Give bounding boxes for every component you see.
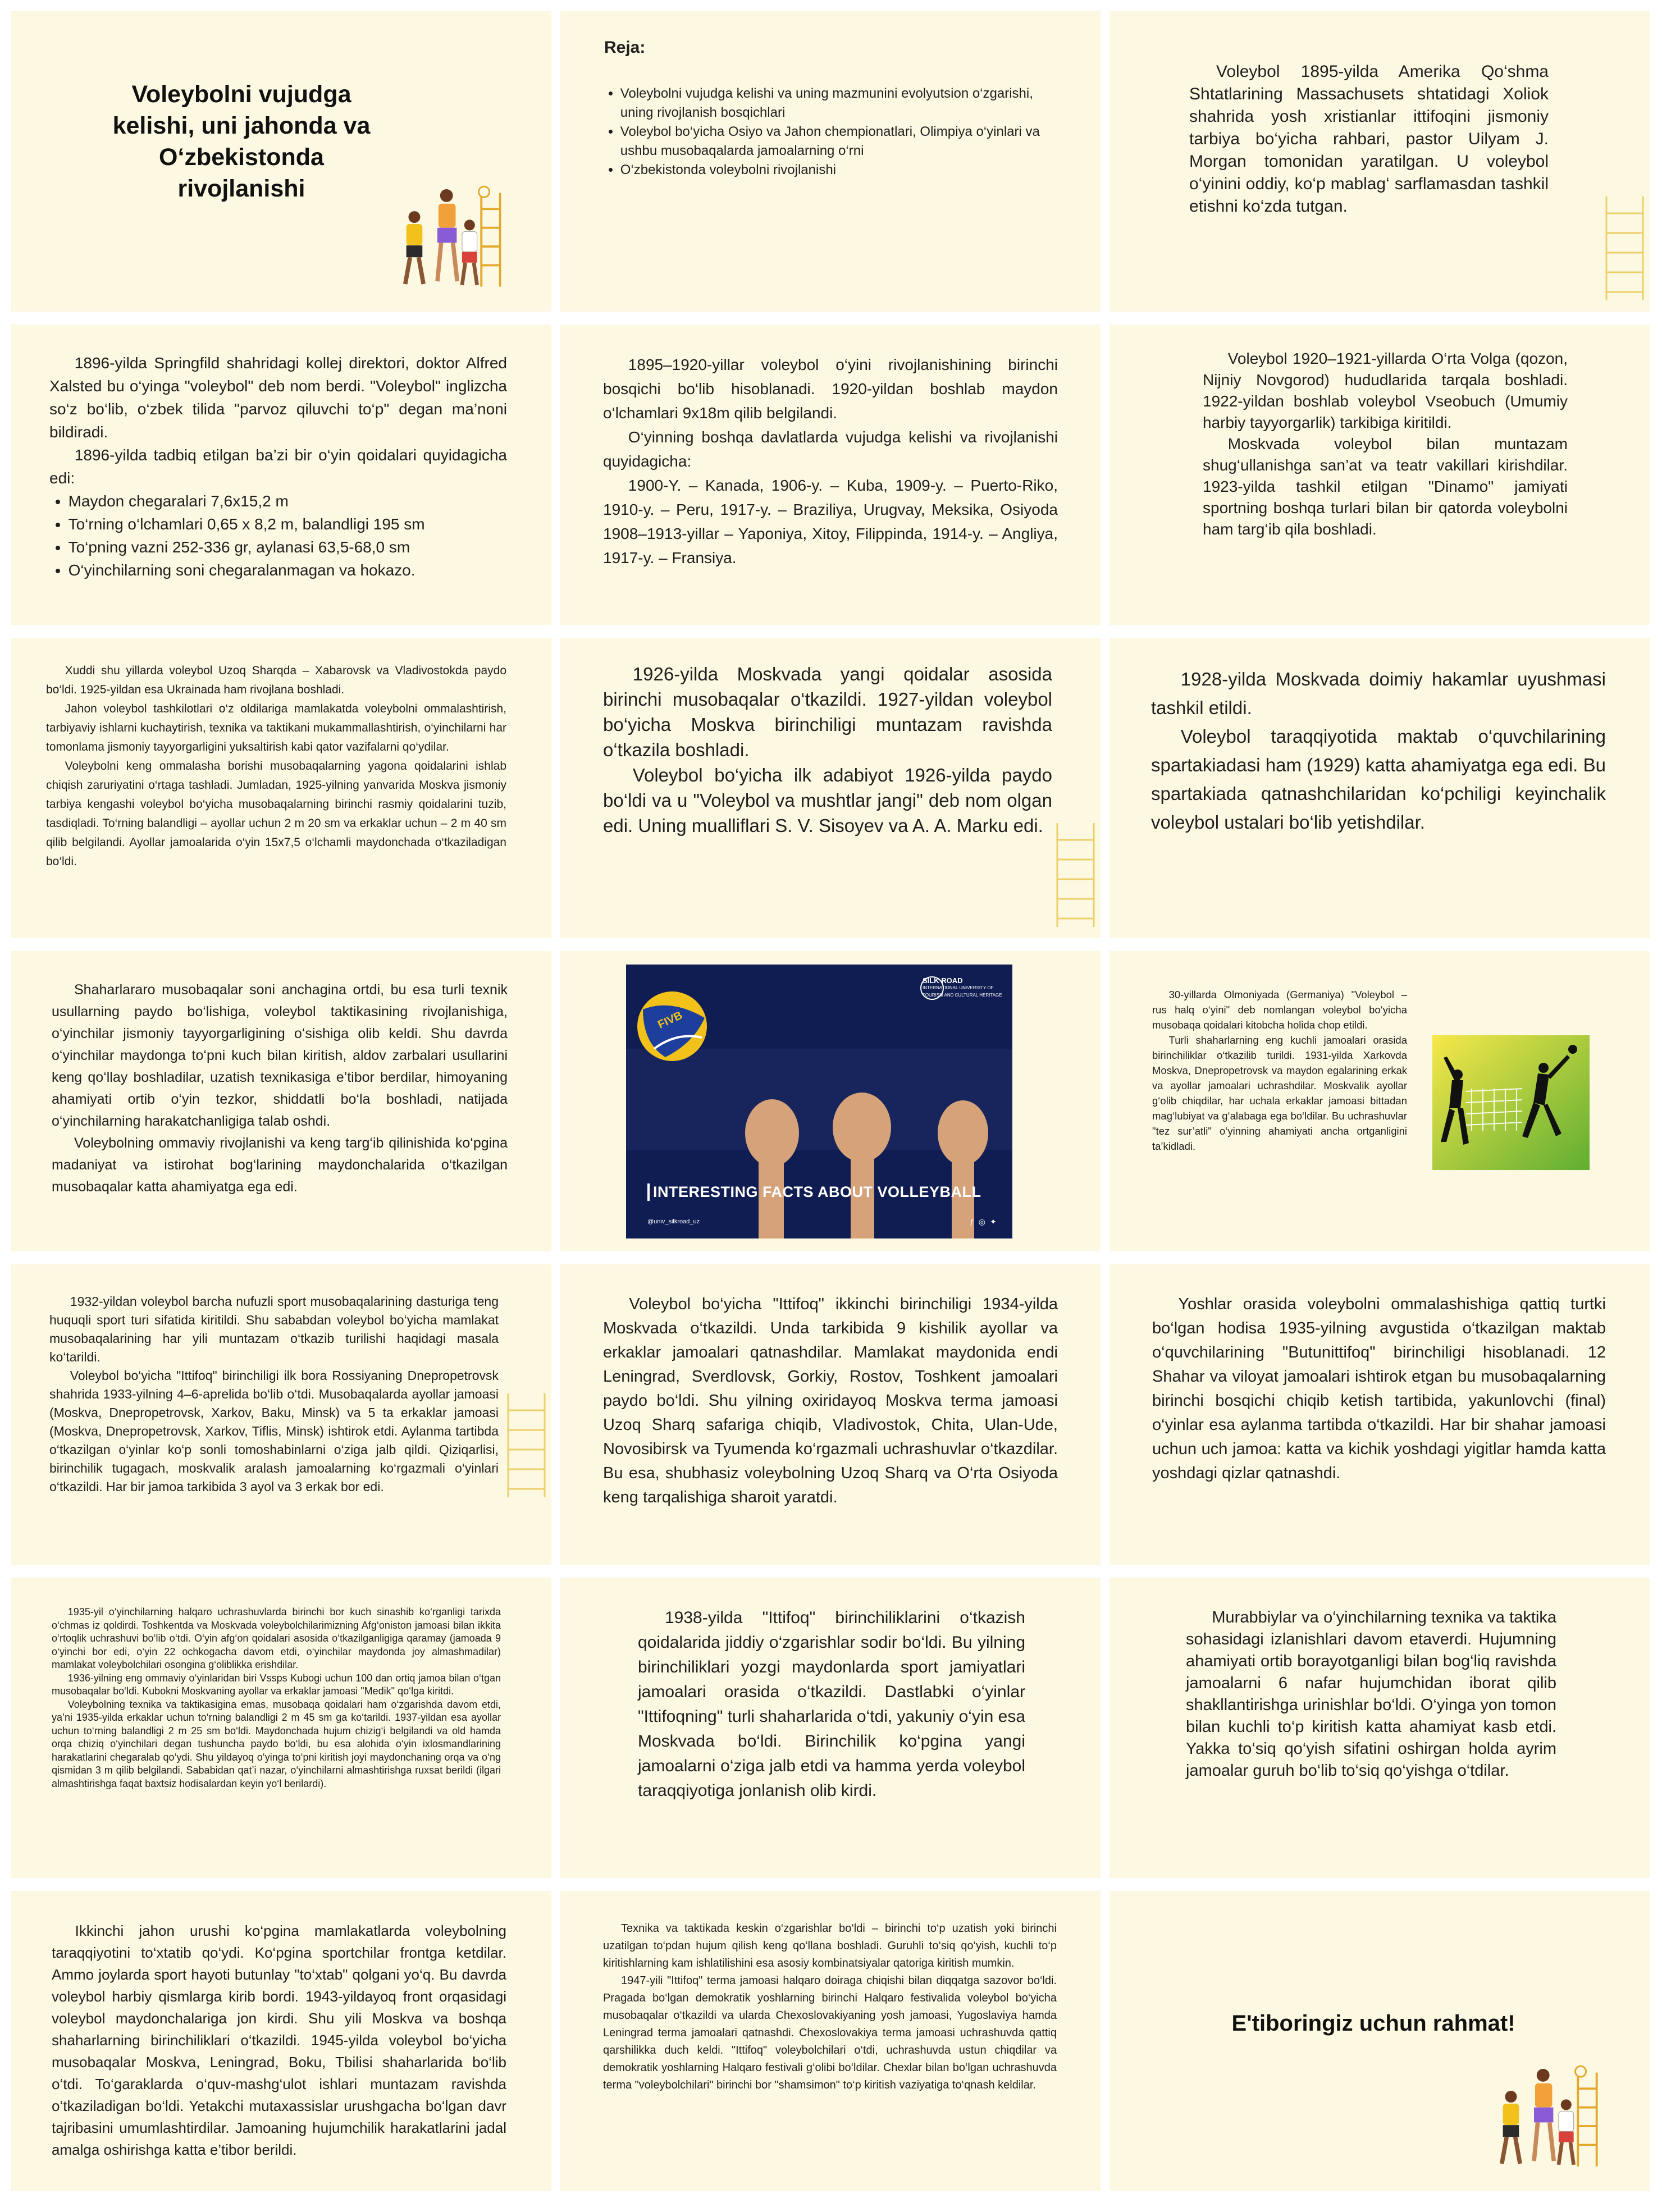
rules-list [49,490,507,582]
paragraph: Voleybolning texnika va taktikasigina emas, musobaqa qoidalari ham o‘zgarishda davom etdi, ya’ni 1935-yilda erkaklar uchun to‘rning balandligi 2 m 45 sm ga ko‘tarildi. 1937-yildan esa ayollar uchun to‘rning balandligi 2 m 25 sm bo‘ldi. Maydonchada hujum chizig‘i belgilandi va old hamda orqa chiziq o‘yinchilari degan tushuncha paydo bo‘ldi, bu esa alohida o‘yin ixlosmandlarining harakatlarini chegaralab qo‘ydi. Shu yildayoq o‘yinga to‘pni kiritish joyi maydonchaning orqa va o‘ng qismidan 3 m qilib belgilandi. Sababidan qat’i nazar, o‘yinchilarni almashtirishga ruxsat berildi (ilgari almashtirishga faqat baxtsiz hodisalardan keyin yo‘l berilardi). [52,1698,501,1789]
slide-germany [1109,951,1650,1251]
paragraph: Moskvada voleybol bilan muntazam shug‘ullanishga san’at va teatr vakillari kirishdilar. 1923-yilda tashkil etilgan "Dinamo" jamiyati sportning boshqa turlari bilan bir qatorda voleybolni ham targ‘ib qila boshladi. [1203,435,1568,538]
paragraph: Texnika va taktikada keskin o‘zgarishlar bo‘ldi – birinchi to‘p uzatish yoki birinchi uzatilgan to‘pdan hujum qilish keng qo‘llana boshladi. Guruhli to‘siq qo‘yish, kuchli to‘p kiritishlarning kam ishlatilishini esa asosiy kombinatsiyalar qatoriga kiritish mumkin. [603,1922,1057,1969]
slide-1932 [11,1264,551,1565]
logo-line: INTERNATIONAL UNIVERSITY OF [923,985,994,990]
ladder-decoration [1598,180,1649,303]
paragraph: Jahon voleybol tashkilotlari o‘z oldilariga mamlakatda voleybolni ommalashtirish, tarbiyaviy ishlarni kuchaytirish, texnika va taktikani mukammallashtirish, o‘yinchilarni har tomonlama jismoniy tayyorgarligini yuksaltirish kabi qator vazifalarni qo‘ydilar. [46,702,506,753]
slide-far-east [11,638,551,938]
slide-tactics [1109,1578,1650,1878]
text-block [52,1606,501,1790]
paragraph: Shaharlararo musobaqalar soni anchagina ortdi, bu esa turli texnik usullarning paydo bo‘lishiga, voleybol taktikasining rivojlanishiga, o‘yinchilar jismoniy tayyorgarligining o‘sishiga olib keldi. Shu davrda o‘yinchilar maydonga to‘pni kuch bilan kiritish, aldov zarbalari usullarini keng qo‘llay boshladilar, uzatish texnikasiga e’tibor berdilar, himoyaning ahamiyati ortib o‘yin tezkor, shiddatli bo‘la boshladi, natijada o‘yinchilarning harakatchanligiga talab oshdi. [52,982,508,1129]
text-block [1203,348,1568,540]
plan-heading: Reja: [604,38,646,57]
paragraph: Murabbiylar va o‘yinchilarning texnika va taktika sohasidagi izlanishlari davom etaverdi. Hujumning ahamiyati ortib borayotganligi bilan bog‘liq ravishda jamoalarni 6 nafar hujumchidan iborat qilib shakllantirishga urinishlar bo‘ldi. O‘yinga yon tomon bilan kuchli to‘p kiritish katta ahamiyat kasb etdi. Yakka to‘siq qo‘yish sifatini oshirgan holda ayrim jamoalar guruh bo‘lib to‘siq qo‘yishga o‘tdilar. [1186,1608,1556,1780]
rule-item: • O‘yinchilarning soni chegaralanmagan va hokazo. [69,559,507,582]
text-block [603,1292,1058,1510]
paragraph: 1935-yil o‘yinchilarning halqaro uchrashuvlarda birinchi bor kuch sinashib ko‘rganligi tarixda o‘chmas iz qoldirdi. Toshkentda va Moskvada voleybolchilarimizning Afg‘oniston jamoasi bilan ikkita o‘rtoqlik uchrashuvi bo‘lib o‘tdi. O‘yin afg‘on qoidalari asosida o‘tkazilganligiga qaramay (jamoada 9 o‘yinchi bor edi, o‘yin 22 ochkogacha davom etdi, o‘yinchilar maydonda joy almashmadilar) mamlakat voleybolchilari osongina g‘oliblikka erishdilar. [52,1606,501,1670]
ladder-decoration [1049,806,1099,930]
ball-label: FIVB [656,1009,684,1031]
text-block [1151,665,1606,837]
text-block [52,979,508,1198]
paragraph: Xuddi shu yillarda voleybol Uzoq Sharqda – Xabarovsk va Vladivostokda paydo bo‘ldi. 1925-yildan esa Ukrainada ham rivojlana boshladi. [46,664,506,696]
paragraph: Voleybol bo‘yicha "Ittifoq" birinchiligi ilk bora Rossiyaning Dnepropetrovsk shahrida 1933-yilning 4–6-aprelida bo‘lib o‘tdi. Musobaqalarda ayollar jamoasi (Moskva, Dnepropetrovsk, Xarkov, Baku, Minsk) va 5 ta erkaklar jamoasi (Moskva, Dnepropetrovsk, Xarkov, Tiflis, Minsk) ishtirok etdi. Aylanma tartibda o‘tkazilgan o‘yinlar ko‘p sonli tomoshabinlarni o‘ziga jalb qildi. Qiziqarlisi, birinchilik tugagach, moskvalik aralash jamoalarning ko‘rgazmali o‘yinlari o‘tkazildi. Har bir jamoa tarkibida 3 ayol va 3 erkak bor edi. [49,1368,499,1494]
slide-1935-international [11,1578,551,1878]
paragraph: 1896-yilda Springfild shahridagi kollej direktori, doktor Alfred Xalsted bu o‘yinga "voleybol" deb nom berdi. "Voleybol" inglizcha so‘z bo‘lib, o‘zbek tilida "parvoz qiluvchi to‘p" degan ma’noni bildiradi. [49,354,507,441]
slide-referees [1109,638,1650,938]
rule-item: • To‘rning o‘lchamlari 0,65 x 8,2 m, balandligi 195 sm [69,513,507,536]
paragraph: 1900-Y. – Kanada, 1906-y. – Kuba, 1909-y. – Puerto-Riko, 1910-y. – Peru, 1917-y. – Braziliya, Urugvay, Meksika, Osiyoda 1908–1913-yillar – Yaponiya, Xitoy, Filippinda, 1914-y. – Angliya, 1917-y. – Fransiya. [603,477,1058,566]
ladder-decoration [500,1377,550,1500]
slide-image [560,951,1101,1251]
paragraph: 1926-yilda Moskvada yangi qoidalar asosida birinchi musobaqalar o‘tkazildi. 1927-yildan voleybol bo‘yicha Moskva birinchiligi muntazam ravishda o‘tkazila boshladi. [603,664,1052,760]
poster-banner: INTERESTING FACTS ABOUT VOLLEYBALL [647,1183,981,1201]
slide-1935-youth [1109,1264,1650,1565]
thanks-title: E'tiboringiz uchun rahmat! [1231,2011,1515,2036]
paragraph: 1938-yilda "Ittifoq" birinchiliklarini o‘tkazish qoidalarida jiddiy o‘zgarishlar sodir bo‘ldi. Bu yilning birinchiliklari yozgi maydonlarda sport jamiyatlari jamoalari orasida o‘tkazildi. Dastlabki o‘yinlar "Ittifoqning" turli shaharlarida o‘tdi, yakuniy o‘yin esa Moskvada bo‘ldi. Birinchilik ko‘pgina yangi jamoalarni o‘ziga jalb etdi va hamma yerda voleybol taraqqiyotiga jonlanish olib kirdi. [638,1608,1025,1800]
logo-line: SILK ROAD [923,976,963,985]
paragraph: Voleybolni keng ommalasha borishi musobaqalarning yagona qoidalarini ishlab chiqish zaruriyatini o‘rtaga tashladi. Jumladan, 1925-yilning yanvarida Moskva jismoniy tarbiya kengashi voleybol bo‘yicha musobaqalarning birinchi rasmiy qoidalarini tuzib, tasdiqladi. To‘rning balandligi – ayollar uchun 2 m 20 sm va erkaklar uchun – 2 m 40 sm qilib belgilandi. Ayollar jamoalarida o‘yin 15x7,5 o‘lchamli maydonchada o‘tkaziladigan bo‘ldi. [46,760,506,868]
slide-origin [1109,11,1650,312]
paragraph: Voleybol bo‘yicha "Ittifoq" ikkinchi birinchiligi 1934-yilda Moskvada o‘tkazildi. Unda tarkibida 9 kishilik ayollar va erkaklar jamoalari qatnashdilar. Mamlakat maydonida endi Leningrad, Sverdlovsk, Gorkiy, Rostov, Toshkent jamoalari paydo bo‘ldi. Shu yilning oxiridayoq Moskva terma jamoasi Uzoq Sharq safariga chiqib, Vladivostok, Chita, Ulan-Ude, Novosibirsk va Tyumenda ko‘rgazmali uchrashuvlar o‘tkazdilar. Bu esa, shubhasiz voleybolning Uzoq Sharq va O‘rta Osiyoda keng tarqalishiga sharoit yaratdi. [603,1295,1058,1506]
text-block [49,351,507,582]
logo-line: TOURISM AND CULTURAL HERITAGE [923,993,1002,998]
text-block [638,1606,1025,1803]
poster-handle: @univ_silkroad_uz [647,1218,700,1225]
rule-item: • To‘pning vazni 252-336 gr, aylanasi 63,5-68,0 sm [69,536,507,559]
text-block [52,1920,506,2161]
slide-plan [560,11,1101,312]
text-block [1189,61,1549,218]
slide-intercity [11,951,551,1251]
slide-1938 [560,1578,1101,1878]
text-block [603,661,1052,838]
text-block [46,661,506,871]
paragraph: Voleybolning ommaviy rivojlanishi va keng targ‘ib qilinishida ko‘pgina madaniyat va istirohat bog‘larining maydonchalarida o‘tkazilgan musobaqalar katta ahamiyatga ega edi. [52,1135,508,1195]
paragraph: Ikkinchi jahon urushi ko‘pgina mamlakatlarda voleybolning taraqqiyotini to‘xtatib qo‘ydi. Ko‘pgina sportchilar frontga ketdilar. Ammo joylarda sport hayoti butunlay "to‘xtab" qolgani yo‘q. Bu davrda voleybol harbiy qismlarga kirib bordi. 1943-yildayoq front orqasidagi voleybol maydonchalariga jon kirdi. Shu yili Moskva va boshqa shaharlarning birinchiliklari o‘tkazildi. 1945-yilda voleybol bo‘yicha musobaqalar Moskva, Leningrad, Boku, Tbilisi shaharlarida bo‘lib o‘tdi. To‘garaklarda o‘quv-mashg‘ulot ishlari muntazam ravishda o‘tkaziladigan bo‘ldi. Yetakchi mutaxassislar urushgacha bo‘lgan davr tajribasini umumlashtirdilar. Jamoaning hujumchilik harakatlarini jadal amalga oshirishga katta e’tibor berildi. [52,1922,506,2158]
paragraph: 1895–1920-yillar voleybol o‘yini rivojlanishining birinchi bosqichi bo‘lib hisoblanadi. 1920-yildan boshlab maydon o‘lchamlari 9x18m qilib belgilandi. [603,356,1058,422]
logo-text [923,977,1002,999]
slide-first-competitions [560,638,1101,938]
paragraph: Turli shaharlarning eng kuchli jamoalari orasida birinchiliklar o‘tkazilib turildi. 1931-yilda Xarkovda Moskva, Dnepropetrovsk va maydon egalarining erkak va ayollar jamoalari uchrashdilar. Moskvalik ayollar g‘olib chiqdilar, har uchala erkaklar jamoasi bittadan mag‘lubiyat va g‘alabaga ega bo‘ldilar. Bu uchrashuvlar "tez sur’atli" o‘yinning ahamiyati ancha ortganligini ta’kidladi. [1152,1034,1407,1152]
paragraph: 1928-yilda Moskvada doimiy hakamlar uyushmasi tashkil etildi. [1151,669,1606,718]
paragraph: 30-yillarda Olmoniyada (Germaniya) "Voleybol – rus halq o‘yini" deb nomlangan voleybol bo‘yicha musobaqa qoidalari kitobcha holida chop etildi. [1152,989,1407,1031]
players-illustration [390,180,508,292]
slide-volga [1109,325,1650,625]
slide-title [11,11,551,312]
slide-1947 [560,1891,1101,2191]
slide-spread [560,325,1101,625]
plan-item: • O‘zbekistonda voleybolni rivojlanishi [620,161,1042,180]
text-block [1152,1292,1606,1486]
paragraph: Yoshlar orasida voleybolni ommalashishiga qattiq turtki bo‘lgan hodisa 1935-yilning avgustida o‘tkazilgan maktab o‘quvchilarining "Butunittifoq" birinchiligi hisoblanadi. 12 Shahar va viloyat jamoalari ishtirok etgan bu musobaqalarning birinchi bosqichi chiqib ketish tartibida, yakunlovchi (final) o‘yinlar esa aylanma tartibda o‘tkazildi. Har bir shahar jamoasi uchun uch jamoa: katta va kichik yoshdagi yigitlar hamda katta yoshdagi qizlar qatnashdi. [1152,1295,1606,1482]
plan-list [604,84,1042,180]
text-block [49,1292,499,1496]
paragraph: 1947-yili "Ittifoq" terma jamoasi halqaro doiraga chiqishi bilan diqqatga sazovor bo‘ldi. Pragada bo‘lgan demokratik yoshlarning birinchi Halqaro festivalida voleybol bo‘yicha musobaqalar o‘tkazildi va ularda Chexoslovakiyaning yosh jamoasi, Yugoslaviya hamda Leningrad terma jamoalari qatnashdi. Chexoslovakiya terma jamoasi uchrashuvda qattiq qarshilikka duch keldi. "Ittifoq" voleybolchilari o‘tdi, uchrashuvda ustun chiqdilar va demokratik yoshlarning Halqaro festivali g‘olibi bo‘ldilar. Chexlar bilan bo‘lgan uchrashuvda terma "voleybolchilari" birinchi bor "shamsimon" to‘p kiritish vaziyatiga to‘qnash keldilar. [603,1975,1057,2091]
presentation-title: Voleybolni vujudga kelishi, uni jahonda va O‘zbekistonda rivojlanishi [112,81,371,202]
paragraph: O‘yinning boshqa davlatlarda vujudga kelishi va rivojlanishi quyidagicha: [603,428,1058,470]
slide-1934 [560,1264,1101,1565]
players-illustration [1487,2059,1605,2172]
paragraph: Voleybol 1895-yilda Amerika Qo‘shma Shtatlarining Massachusets shtatidagi Xoliok shahrida yosh xristianlar ittifoqini jismoniy tarbiya bo‘yicha rahbari, pastor Uilyam J. Morgan tomonidan yaratilgan. U voleybol o‘yinini oddiy, ko‘p mablag‘ sarflamasdan tashkil etishni ko‘zda tutgan. [1189,62,1549,216]
plan-item: • Voleybolni vujudga kelishi va uning mazmunini evolyutsion o‘zgarishi, uning rivojlanish bosqichlari [620,84,1042,122]
text-block [603,1920,1057,2094]
paragraph: 1896-yilda tadbiq etilgan ba’zi bir o‘yin qoidalari quyidagicha edi: [49,446,507,487]
volleyball-player-illustration [1432,1035,1590,1170]
slide-thanks [1109,1891,1650,2191]
paragraph: Voleybol 1920–1921-yillarda O‘rta Volga (qozon, Nijniy Novgorod) hududlarida tarqala boshladi. 1922-yildan boshlab voleybol Vseobuch (Umumiy harbiy tayyorgarlik) tarkibiga kiritildi. [1203,350,1568,431]
text-block [603,353,1058,570]
text-block [1186,1607,1556,1782]
paragraph: Voleybol taraqqiyotida maktab o‘quvchilarining spartakiadasi ham (1929) katta ahamiyatga ega edi. Bu spartakiada qatnashchilaridan ko‘pchiligi keyinchalik voleybol ustalari bo‘lib yetishdilar. [1151,726,1606,833]
text-block [1152,987,1407,1154]
paragraph: Voleybol bo‘yicha ilk adabiyot 1926-yilda paydo bo‘ldi va u "Voleybol va mushtlar jangi" deb nom olgan edi. Uning mualliflari S. V. Sisoyev va A. A. Marku edi. [603,765,1052,836]
rule-item: • Maydon chegaralari 7,6x15,2 m [69,490,507,513]
slide-naming [11,325,551,625]
slide-ww2 [11,1891,551,2191]
paragraph: 1932-yildan voleybol barcha nufuzli sport musobaqalarining dasturiga teng huquqli sport turi sifatida kiritildi. Shu sababdan voleybol bo‘yicha mamlakat musobaqalarining har yili muntazam o‘tkazib turilishi haqidagi masala ko‘tarildi. [49,1294,499,1364]
plan-item: • Voleybol bo‘yicha Osiyo va Jahon chempionatlari, Olimpiya o‘yinlari va ushbu musobaqalarda jamoalarning o‘rni [620,122,1042,161]
facts-poster [626,965,1012,1238]
social-icons: ƒ◎✦ [970,1217,1001,1226]
paragraph: 1936-yilning eng ommaviy o‘yinlaridan biri Vssps Kubogi uchun 100 dan ortiq jamoa bilan o‘tgan musobaqalar bo‘ldi. Kubokni Moskvaning ayollar va erkaklar jamoasi "Medik" qo‘lga kiritdi. [52,1672,501,1697]
